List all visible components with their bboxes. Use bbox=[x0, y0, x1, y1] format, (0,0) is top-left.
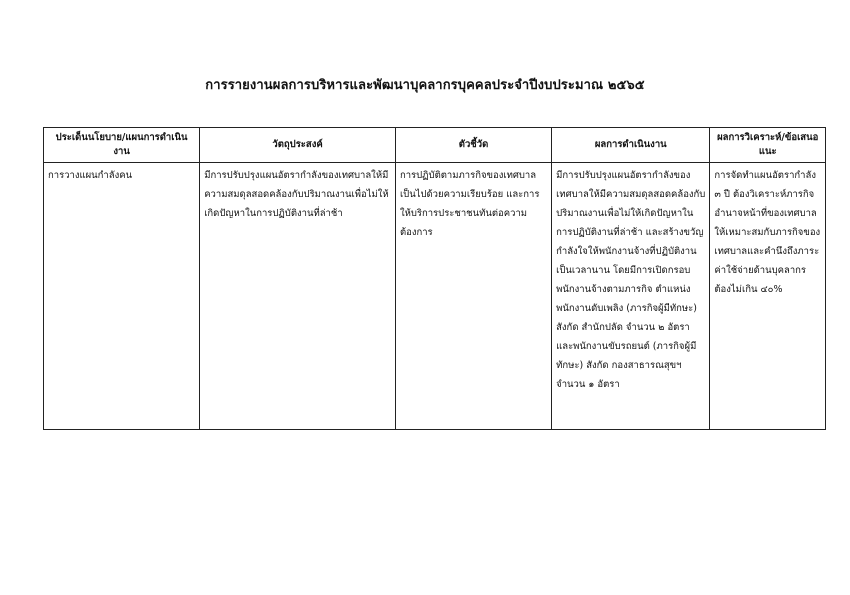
cell-analysis: การจัดทำแผนอัตรากำลัง ๓ ปี ต้องวิเคราะห์ภารกิจอำนาจหน้าที่ของเทศบาล ให้เหมาะสมกับภารกิจของเทศบาลและคำนึงถึงภาระค่าใช้จ่ายด้านบุคลากรต้องไม่เกิน ๔๐% bbox=[710, 163, 826, 430]
cell-policy: การวางแผนกำลังคน bbox=[44, 163, 200, 430]
cell-objective: มีการปรับปรุงแผนอัตรากำลังของเทศบาลให้มีความสมดุลสอดคล้องกับปริมาณงานเพื่อไม่ให้เกิดปัญหาในการปฏิบัติงานที่ล่าช้า bbox=[200, 163, 396, 430]
cell-result: มีการปรับปรุงแผนอัตรากำลังของเทศบาลให้มีความสมดุลสอดคล้องกับปริมาณงานเพื่อไม่ให้เกิดปัญหาในการปฏิบัติงานที่ล่าช้า และสร้างขวัญกำลังใจให้พนักงานจ้างที่ปฏิบัติงานเป็นเวลานาน โดยมีการเปิดกรอบพนักงานจ้างตามภารกิจ ตำแหน่ง พนักงานดับเพลิง (ภารกิจผู้มีทักษะ) สังกัด สำนักปลัด จำนวน ๒ อัตราและพนักงานขับรถยนต์ (ภารกิจผู้มีทักษะ) สังกัด กองสาธารณสุขฯ จำนวน ๑ อัตรา bbox=[552, 163, 710, 430]
table-row bbox=[44, 163, 826, 430]
header-indicator: ตัวชี้วัด bbox=[395, 128, 551, 163]
header-objective: วัตถุประสงค์ bbox=[200, 128, 396, 163]
table-header-row bbox=[44, 128, 826, 163]
report-table bbox=[43, 127, 826, 430]
document-title: การรายงานผลการบริหารและพัฒนาบุคลากรบุคคลประจำปีงบประมาณ ๒๕๖๕ bbox=[205, 78, 645, 93]
header-policy: ประเด็นนโยบาย/แผนการดำเนินงาน bbox=[44, 128, 200, 163]
header-result: ผลการดำเนินงาน bbox=[552, 128, 710, 163]
cell-indicator: การปฏิบัติตามภารกิจของเทศบาลเป็นไปด้วยความเรียบร้อย และการให้บริการประชาชนทันต่อความต้องการ bbox=[395, 163, 551, 430]
header-analysis: ผลการวิเคราะห์/ข้อเสนอแนะ bbox=[710, 128, 826, 163]
